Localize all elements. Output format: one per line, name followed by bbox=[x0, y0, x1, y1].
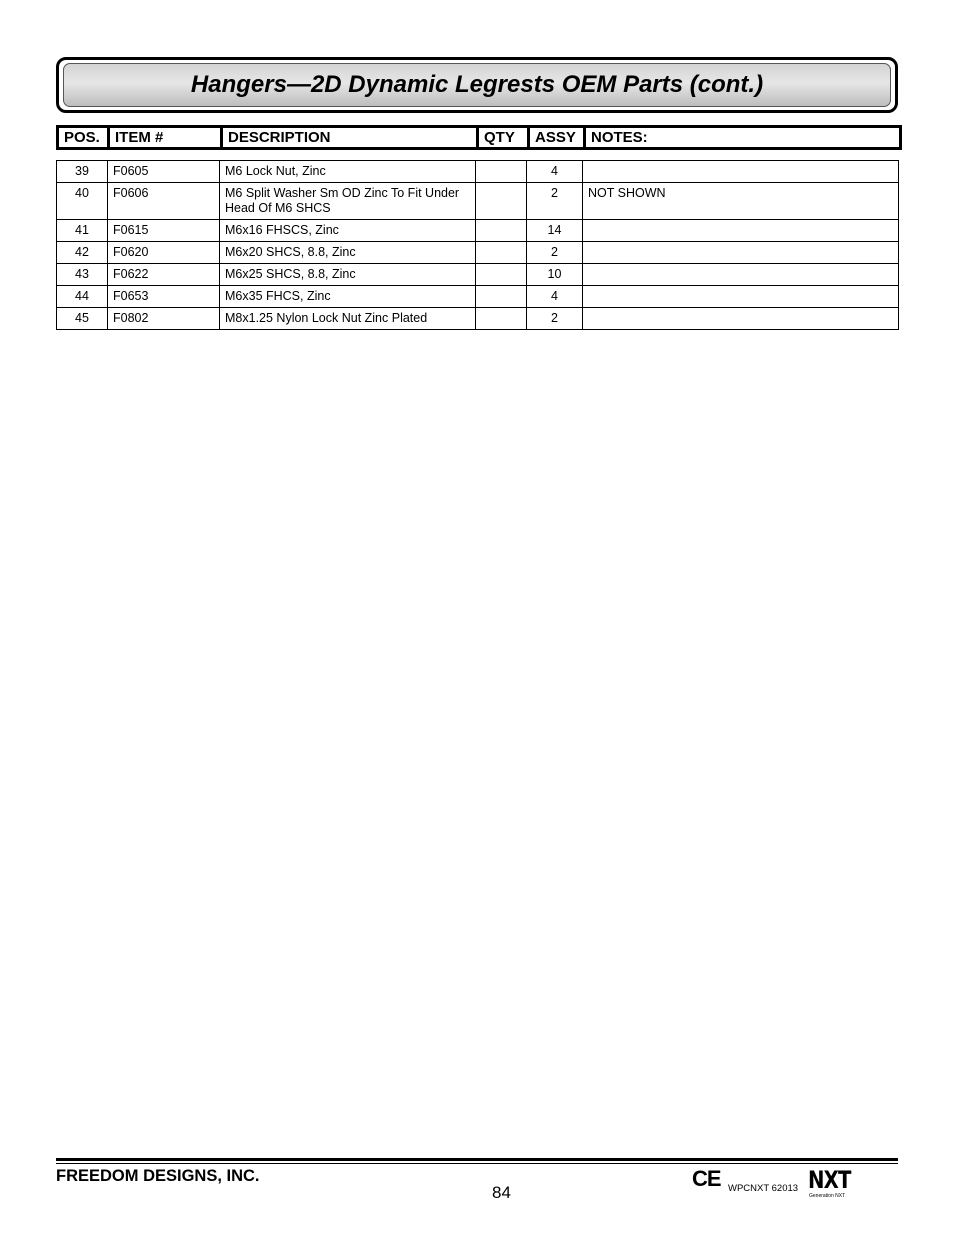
cell-pos: 42 bbox=[57, 242, 108, 264]
footer-rule-thin bbox=[56, 1163, 898, 1164]
cell-item: F0615 bbox=[108, 220, 220, 242]
company-name: FREEDOM DESIGNS, INC. bbox=[56, 1167, 260, 1185]
parts-table bbox=[56, 160, 899, 330]
table-row bbox=[57, 286, 899, 308]
col-header-description: DESCRIPTION bbox=[222, 127, 478, 149]
cell-item: F0606 bbox=[108, 183, 220, 220]
cell-notes bbox=[583, 161, 899, 183]
cell-qty bbox=[476, 286, 527, 308]
footer-rule-thick bbox=[56, 1158, 898, 1161]
cell-pos: 40 bbox=[57, 183, 108, 220]
nxt-logo-text: NXT bbox=[808, 1166, 851, 1194]
page-number: 84 bbox=[492, 1183, 511, 1202]
cell-description: M6x20 SHCS, 8.8, Zinc bbox=[220, 242, 476, 264]
cell-description: M6x25 SHCS, 8.8, Zinc bbox=[220, 264, 476, 286]
cell-qty bbox=[476, 220, 527, 242]
cell-pos: 45 bbox=[57, 308, 108, 330]
cell-notes bbox=[583, 308, 899, 330]
page-title: Hangers—2D Dynamic Legrests OEM Parts (cont.) bbox=[190, 71, 764, 98]
cell-pos: 43 bbox=[57, 264, 108, 286]
table-row bbox=[57, 242, 899, 264]
cell-assy: 10 bbox=[527, 264, 583, 286]
cell-description: M8x1.25 Nylon Lock Nut Zinc Plated bbox=[220, 308, 476, 330]
cell-assy: 4 bbox=[527, 161, 583, 183]
cell-notes bbox=[583, 220, 899, 242]
cell-qty bbox=[476, 308, 527, 330]
cell-item: F0622 bbox=[108, 264, 220, 286]
cell-notes bbox=[583, 242, 899, 264]
header-row bbox=[58, 127, 901, 149]
title-banner bbox=[56, 57, 898, 113]
cell-pos: 41 bbox=[57, 220, 108, 242]
col-header-assy: ASSY bbox=[529, 127, 585, 149]
table-row bbox=[57, 183, 899, 220]
cell-notes bbox=[583, 286, 899, 308]
cell-notes bbox=[583, 264, 899, 286]
cell-description: M6 Split Washer Sm OD Zinc To Fit Under Head Of M6 SHCS bbox=[220, 183, 476, 220]
cell-pos: 39 bbox=[57, 161, 108, 183]
cell-assy: 14 bbox=[527, 220, 583, 242]
nxt-logo bbox=[808, 1168, 856, 1202]
nxt-logo-tagline: Generation NXT bbox=[809, 1193, 846, 1199]
cell-assy: 2 bbox=[527, 183, 583, 220]
ce-mark-logo: CE bbox=[692, 1166, 721, 1191]
cell-assy: 2 bbox=[527, 242, 583, 264]
col-header-notes: NOTES: bbox=[585, 127, 901, 149]
cell-description: M6 Lock Nut, Zinc bbox=[220, 161, 476, 183]
cell-assy: 2 bbox=[527, 308, 583, 330]
cell-description: M6x16 FHSCS, Zinc bbox=[220, 220, 476, 242]
cell-item: F0802 bbox=[108, 308, 220, 330]
cell-description: M6x35 FHCS, Zinc bbox=[220, 286, 476, 308]
cell-assy: 4 bbox=[527, 286, 583, 308]
col-header-qty: QTY bbox=[478, 127, 529, 149]
col-header-item: ITEM # bbox=[109, 127, 222, 149]
cell-item: F0605 bbox=[108, 161, 220, 183]
parts-table-header bbox=[56, 125, 902, 150]
col-header-pos: POS. bbox=[58, 127, 109, 149]
table-row bbox=[57, 264, 899, 286]
cell-notes: NOT SHOWN bbox=[583, 183, 899, 220]
table-row bbox=[57, 161, 899, 183]
cell-qty bbox=[476, 242, 527, 264]
cell-item: F0620 bbox=[108, 242, 220, 264]
cell-qty bbox=[476, 161, 527, 183]
cell-item: F0653 bbox=[108, 286, 220, 308]
cell-qty bbox=[476, 264, 527, 286]
table-row bbox=[57, 220, 899, 242]
table-row bbox=[57, 308, 899, 330]
cell-qty bbox=[476, 183, 527, 220]
cell-pos: 44 bbox=[57, 286, 108, 308]
title-banner-inner bbox=[63, 63, 891, 107]
document-id: WPCNXT 62013 bbox=[728, 1183, 799, 1194]
